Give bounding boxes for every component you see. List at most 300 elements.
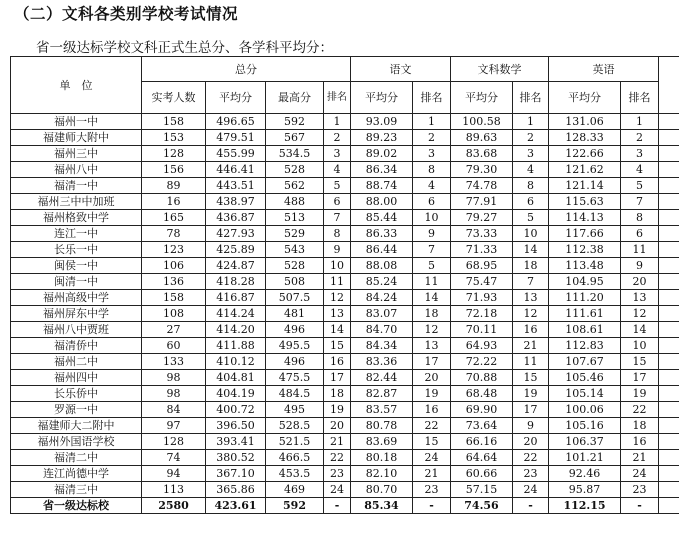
total-avg: 411.88 bbox=[206, 338, 266, 354]
math-avg: 64.93 bbox=[451, 338, 513, 354]
table-body bbox=[11, 114, 681, 514]
math-avg: 68.48 bbox=[451, 386, 513, 402]
students: 16 bbox=[142, 194, 206, 210]
students: 106 bbox=[142, 258, 206, 274]
school-name: 连江尚德中学 bbox=[11, 466, 142, 482]
students: 165 bbox=[142, 210, 206, 226]
total-max: 592 bbox=[266, 498, 324, 514]
english-rank: 1 bbox=[621, 114, 659, 130]
school-name: 福清侨中 bbox=[11, 338, 142, 354]
total-avg: 404.81 bbox=[206, 370, 266, 386]
header-english-rank: 排名 bbox=[621, 82, 659, 114]
total-rank: 5 bbox=[324, 178, 351, 194]
total-max: 469 bbox=[266, 482, 324, 498]
math-rank: 9 bbox=[513, 418, 549, 434]
math-avg: 70.88 bbox=[451, 370, 513, 386]
header-math-rank: 排名 bbox=[513, 82, 549, 114]
school-name: 福州八中贾班 bbox=[11, 322, 142, 338]
extra-cell bbox=[659, 114, 681, 130]
chinese-avg: 82.87 bbox=[351, 386, 413, 402]
english-avg: 122.66 bbox=[549, 146, 621, 162]
total-rank: 3 bbox=[324, 146, 351, 162]
math-rank: 1 bbox=[513, 114, 549, 130]
total-max: 496 bbox=[266, 322, 324, 338]
extra-cell bbox=[659, 418, 681, 434]
students: 89 bbox=[142, 178, 206, 194]
table-row bbox=[11, 210, 681, 226]
school-name: 福州三中中加班 bbox=[11, 194, 142, 210]
chinese-avg: 88.74 bbox=[351, 178, 413, 194]
english-rank: 22 bbox=[621, 402, 659, 418]
school-name: 福清三中 bbox=[11, 482, 142, 498]
english-avg: 105.46 bbox=[549, 370, 621, 386]
english-rank: 7 bbox=[621, 194, 659, 210]
math-rank: 17 bbox=[513, 402, 549, 418]
header-chinese: 语文 bbox=[351, 57, 451, 82]
chinese-avg: 80.18 bbox=[351, 450, 413, 466]
school-name: 福建师大二附中 bbox=[11, 418, 142, 434]
header-students: 实考人数 bbox=[142, 82, 206, 114]
extra-cell bbox=[659, 210, 681, 226]
english-avg: 131.06 bbox=[549, 114, 621, 130]
math-rank: 21 bbox=[513, 338, 549, 354]
table-row bbox=[11, 466, 681, 482]
math-avg: 72.18 bbox=[451, 306, 513, 322]
math-avg: 89.63 bbox=[451, 130, 513, 146]
school-name: 连江一中 bbox=[11, 226, 142, 242]
total-avg: 425.89 bbox=[206, 242, 266, 258]
total-avg: 427.93 bbox=[206, 226, 266, 242]
students: 158 bbox=[142, 114, 206, 130]
table-row bbox=[11, 322, 681, 338]
total-rank: 4 bbox=[324, 162, 351, 178]
chinese-rank: 23 bbox=[413, 482, 451, 498]
students: 2580 bbox=[142, 498, 206, 514]
total-rank: 24 bbox=[324, 482, 351, 498]
math-rank: 14 bbox=[513, 242, 549, 258]
total-rank: 18 bbox=[324, 386, 351, 402]
table-row bbox=[11, 242, 681, 258]
total-rank: - bbox=[324, 498, 351, 514]
math-rank: - bbox=[513, 498, 549, 514]
total-max: 543 bbox=[266, 242, 324, 258]
math-rank: 11 bbox=[513, 354, 549, 370]
total-max: 495.5 bbox=[266, 338, 324, 354]
total-rank: 23 bbox=[324, 466, 351, 482]
chinese-rank: 18 bbox=[413, 306, 451, 322]
english-avg: 101.21 bbox=[549, 450, 621, 466]
english-avg: 121.14 bbox=[549, 178, 621, 194]
chinese-avg: 86.34 bbox=[351, 162, 413, 178]
english-rank: 9 bbox=[621, 258, 659, 274]
school-name: 罗源一中 bbox=[11, 402, 142, 418]
extra-cell bbox=[659, 354, 681, 370]
total-max: 495 bbox=[266, 402, 324, 418]
students: 128 bbox=[142, 434, 206, 450]
extra-cell bbox=[659, 402, 681, 418]
school-name: 闽清一中 bbox=[11, 274, 142, 290]
chinese-avg: 89.02 bbox=[351, 146, 413, 162]
total-max: 567 bbox=[266, 130, 324, 146]
school-name: 福州四中 bbox=[11, 370, 142, 386]
table-row bbox=[11, 402, 681, 418]
math-avg: 70.11 bbox=[451, 322, 513, 338]
students: 156 bbox=[142, 162, 206, 178]
chinese-rank: 21 bbox=[413, 466, 451, 482]
math-avg: 72.22 bbox=[451, 354, 513, 370]
math-avg: 77.91 bbox=[451, 194, 513, 210]
math-rank: 10 bbox=[513, 226, 549, 242]
english-rank: 21 bbox=[621, 450, 659, 466]
english-rank: 24 bbox=[621, 466, 659, 482]
chinese-avg: 88.08 bbox=[351, 258, 413, 274]
total-avg: 367.10 bbox=[206, 466, 266, 482]
english-avg: 112.83 bbox=[549, 338, 621, 354]
math-avg: 73.64 bbox=[451, 418, 513, 434]
chinese-rank: 7 bbox=[413, 242, 451, 258]
students: 108 bbox=[142, 306, 206, 322]
total-rank: 1 bbox=[324, 114, 351, 130]
math-avg: 66.16 bbox=[451, 434, 513, 450]
header-chinese-avg: 平均分 bbox=[351, 82, 413, 114]
extra-cell bbox=[659, 306, 681, 322]
english-rank: 8 bbox=[621, 210, 659, 226]
total-rank: 15 bbox=[324, 338, 351, 354]
english-avg: 106.37 bbox=[549, 434, 621, 450]
english-avg: 105.14 bbox=[549, 386, 621, 402]
math-avg: 79.30 bbox=[451, 162, 513, 178]
header-max: 最高分 bbox=[266, 82, 324, 114]
total-rank: 16 bbox=[324, 354, 351, 370]
total-rank: 7 bbox=[324, 210, 351, 226]
table-row bbox=[11, 194, 681, 210]
chinese-rank: 19 bbox=[413, 386, 451, 402]
chinese-avg: 85.44 bbox=[351, 210, 413, 226]
table-row bbox=[11, 258, 681, 274]
english-rank: 15 bbox=[621, 354, 659, 370]
extra-cell bbox=[659, 434, 681, 450]
total-rank: 13 bbox=[324, 306, 351, 322]
math-rank: 23 bbox=[513, 466, 549, 482]
students: 123 bbox=[142, 242, 206, 258]
table-row bbox=[11, 386, 681, 402]
english-avg: 113.48 bbox=[549, 258, 621, 274]
students: 94 bbox=[142, 466, 206, 482]
english-rank: 14 bbox=[621, 322, 659, 338]
chinese-rank: 3 bbox=[413, 146, 451, 162]
english-rank: 11 bbox=[621, 242, 659, 258]
extra-cell bbox=[659, 194, 681, 210]
table-row bbox=[11, 370, 681, 386]
extra-cell bbox=[659, 498, 681, 514]
math-avg: 74.56 bbox=[451, 498, 513, 514]
math-avg: 83.68 bbox=[451, 146, 513, 162]
math-rank: 4 bbox=[513, 162, 549, 178]
school-name: 福州二中 bbox=[11, 354, 142, 370]
math-rank: 22 bbox=[513, 450, 549, 466]
math-rank: 6 bbox=[513, 194, 549, 210]
students: 97 bbox=[142, 418, 206, 434]
total-max: 484.5 bbox=[266, 386, 324, 402]
english-rank: - bbox=[621, 498, 659, 514]
extra-cell bbox=[659, 242, 681, 258]
extra-cell bbox=[659, 386, 681, 402]
english-rank: 12 bbox=[621, 306, 659, 322]
total-max: 508 bbox=[266, 274, 324, 290]
total-avg: 455.99 bbox=[206, 146, 266, 162]
english-rank: 23 bbox=[621, 482, 659, 498]
english-avg: 111.61 bbox=[549, 306, 621, 322]
math-rank: 2 bbox=[513, 130, 549, 146]
chinese-avg: 89.23 bbox=[351, 130, 413, 146]
total-avg: 436.87 bbox=[206, 210, 266, 226]
total-rank: 8 bbox=[324, 226, 351, 242]
header-english-avg: 平均分 bbox=[549, 82, 621, 114]
school-name: 长乐侨中 bbox=[11, 386, 142, 402]
english-rank: 2 bbox=[621, 130, 659, 146]
scores-table bbox=[10, 56, 681, 514]
school-name: 福清二中 bbox=[11, 450, 142, 466]
total-max: 528 bbox=[266, 258, 324, 274]
chinese-rank: - bbox=[413, 498, 451, 514]
math-rank: 15 bbox=[513, 370, 549, 386]
school-name: 福州三中 bbox=[11, 146, 142, 162]
chinese-avg: 80.70 bbox=[351, 482, 413, 498]
table-row bbox=[11, 354, 681, 370]
total-avg: 438.97 bbox=[206, 194, 266, 210]
students: 136 bbox=[142, 274, 206, 290]
chinese-rank: 20 bbox=[413, 370, 451, 386]
school-name: 福州一中 bbox=[11, 114, 142, 130]
students: 128 bbox=[142, 146, 206, 162]
total-rank: 11 bbox=[324, 274, 351, 290]
chinese-avg: 86.44 bbox=[351, 242, 413, 258]
english-avg: 107.67 bbox=[549, 354, 621, 370]
table-row bbox=[11, 306, 681, 322]
total-rank: 14 bbox=[324, 322, 351, 338]
school-name: 福州格致中学 bbox=[11, 210, 142, 226]
math-rank: 7 bbox=[513, 274, 549, 290]
total-max: 475.5 bbox=[266, 370, 324, 386]
english-rank: 17 bbox=[621, 370, 659, 386]
english-avg: 114.13 bbox=[549, 210, 621, 226]
total-avg: 410.12 bbox=[206, 354, 266, 370]
school-name: 福州高级中学 bbox=[11, 290, 142, 306]
chinese-rank: 2 bbox=[413, 130, 451, 146]
total-avg: 446.41 bbox=[206, 162, 266, 178]
total-max: 507.5 bbox=[266, 290, 324, 306]
header-math: 文科数学 bbox=[451, 57, 549, 82]
header-english: 英语 bbox=[549, 57, 659, 82]
math-rank: 19 bbox=[513, 386, 549, 402]
total-rank: 19 bbox=[324, 402, 351, 418]
math-avg: 73.33 bbox=[451, 226, 513, 242]
total-avg: 443.51 bbox=[206, 178, 266, 194]
chinese-avg: 86.33 bbox=[351, 226, 413, 242]
math-avg: 60.66 bbox=[451, 466, 513, 482]
extra-cell bbox=[659, 258, 681, 274]
math-rank: 3 bbox=[513, 146, 549, 162]
total-avg: 416.87 bbox=[206, 290, 266, 306]
total-avg: 365.86 bbox=[206, 482, 266, 498]
header-math-avg: 平均分 bbox=[451, 82, 513, 114]
table-row bbox=[11, 434, 681, 450]
math-avg: 64.64 bbox=[451, 450, 513, 466]
table-row bbox=[11, 482, 681, 498]
students: 27 bbox=[142, 322, 206, 338]
extra-cell bbox=[659, 162, 681, 178]
english-avg: 128.33 bbox=[549, 130, 621, 146]
total-avg: 414.20 bbox=[206, 322, 266, 338]
chinese-rank: 17 bbox=[413, 354, 451, 370]
header-avg: 平均分 bbox=[206, 82, 266, 114]
table-row bbox=[11, 418, 681, 434]
header-school: 单 位 bbox=[11, 57, 142, 114]
chinese-avg: 80.78 bbox=[351, 418, 413, 434]
extra-cell bbox=[659, 466, 681, 482]
english-rank: 5 bbox=[621, 178, 659, 194]
chinese-avg: 84.34 bbox=[351, 338, 413, 354]
header-total: 总分 bbox=[142, 57, 351, 82]
total-avg: 404.19 bbox=[206, 386, 266, 402]
math-rank: 12 bbox=[513, 306, 549, 322]
section-title: （二）文科各类别学校考试情况 bbox=[14, 5, 239, 23]
math-avg: 79.27 bbox=[451, 210, 513, 226]
math-rank: 8 bbox=[513, 178, 549, 194]
chinese-rank: 8 bbox=[413, 162, 451, 178]
students: 113 bbox=[142, 482, 206, 498]
students: 98 bbox=[142, 386, 206, 402]
chinese-rank: 11 bbox=[413, 274, 451, 290]
school-name: 福清一中 bbox=[11, 178, 142, 194]
total-rank: 21 bbox=[324, 434, 351, 450]
math-avg: 69.90 bbox=[451, 402, 513, 418]
english-avg: 115.63 bbox=[549, 194, 621, 210]
math-rank: 18 bbox=[513, 258, 549, 274]
total-avg: 414.24 bbox=[206, 306, 266, 322]
total-max: 481 bbox=[266, 306, 324, 322]
header-rank-total: 排名 bbox=[324, 82, 351, 114]
math-avg: 57.15 bbox=[451, 482, 513, 498]
total-avg: 496.65 bbox=[206, 114, 266, 130]
math-rank: 24 bbox=[513, 482, 549, 498]
chinese-rank: 14 bbox=[413, 290, 451, 306]
total-max: 521.5 bbox=[266, 434, 324, 450]
extra-cell bbox=[659, 322, 681, 338]
chinese-avg: 85.34 bbox=[351, 498, 413, 514]
math-rank: 20 bbox=[513, 434, 549, 450]
extra-cell bbox=[659, 178, 681, 194]
students: 84 bbox=[142, 402, 206, 418]
extra-cell bbox=[659, 130, 681, 146]
total-avg: 418.28 bbox=[206, 274, 266, 290]
extra-cell bbox=[659, 482, 681, 498]
chinese-avg: 83.57 bbox=[351, 402, 413, 418]
chinese-rank: 13 bbox=[413, 338, 451, 354]
english-avg: 121.62 bbox=[549, 162, 621, 178]
total-rank: 2 bbox=[324, 130, 351, 146]
total-rank: 22 bbox=[324, 450, 351, 466]
table-row bbox=[11, 226, 681, 242]
english-avg: 117.66 bbox=[549, 226, 621, 242]
total-avg: 400.72 bbox=[206, 402, 266, 418]
math-avg: 71.93 bbox=[451, 290, 513, 306]
math-avg: 71.33 bbox=[451, 242, 513, 258]
image-edge bbox=[679, 56, 687, 539]
school-name: 福建师大附中 bbox=[11, 130, 142, 146]
total-rank: 12 bbox=[324, 290, 351, 306]
chinese-rank: 5 bbox=[413, 258, 451, 274]
english-rank: 16 bbox=[621, 434, 659, 450]
school-name: 福州外国语学校 bbox=[11, 434, 142, 450]
total-rank: 10 bbox=[324, 258, 351, 274]
table-row bbox=[11, 130, 681, 146]
english-avg: 100.06 bbox=[549, 402, 621, 418]
total-avg: 393.41 bbox=[206, 434, 266, 450]
extra-cell bbox=[659, 290, 681, 306]
total-avg: 380.52 bbox=[206, 450, 266, 466]
math-rank: 13 bbox=[513, 290, 549, 306]
total-avg: 479.51 bbox=[206, 130, 266, 146]
total-max: 592 bbox=[266, 114, 324, 130]
students: 153 bbox=[142, 130, 206, 146]
english-avg: 105.16 bbox=[549, 418, 621, 434]
total-rank: 20 bbox=[324, 418, 351, 434]
total-rank: 6 bbox=[324, 194, 351, 210]
english-rank: 18 bbox=[621, 418, 659, 434]
table-row bbox=[11, 162, 681, 178]
extra-cell bbox=[659, 226, 681, 242]
table-caption: 省一级达标学校文科正式生总分、各学科平均分： bbox=[36, 40, 333, 56]
english-avg: 92.46 bbox=[549, 466, 621, 482]
students: 158 bbox=[142, 290, 206, 306]
total-avg: 424.87 bbox=[206, 258, 266, 274]
chinese-rank: 1 bbox=[413, 114, 451, 130]
math-rank: 16 bbox=[513, 322, 549, 338]
table-row bbox=[11, 146, 681, 162]
extra-cell bbox=[659, 146, 681, 162]
chinese-rank: 10 bbox=[413, 210, 451, 226]
total-max: 488 bbox=[266, 194, 324, 210]
table-row bbox=[11, 338, 681, 354]
chinese-rank: 4 bbox=[413, 178, 451, 194]
chinese-rank: 22 bbox=[413, 418, 451, 434]
chinese-avg: 82.44 bbox=[351, 370, 413, 386]
chinese-rank: 12 bbox=[413, 322, 451, 338]
table-row bbox=[11, 114, 681, 130]
english-rank: 4 bbox=[621, 162, 659, 178]
total-max: 453.5 bbox=[266, 466, 324, 482]
table-row bbox=[11, 498, 681, 514]
students: 78 bbox=[142, 226, 206, 242]
total-max: 529 bbox=[266, 226, 324, 242]
students: 133 bbox=[142, 354, 206, 370]
chinese-rank: 6 bbox=[413, 194, 451, 210]
school-name: 省一级达标校 bbox=[11, 498, 142, 514]
total-max: 496 bbox=[266, 354, 324, 370]
chinese-avg: 85.24 bbox=[351, 274, 413, 290]
english-rank: 13 bbox=[621, 290, 659, 306]
total-max: 513 bbox=[266, 210, 324, 226]
math-avg: 74.78 bbox=[451, 178, 513, 194]
chinese-rank: 16 bbox=[413, 402, 451, 418]
math-avg: 75.47 bbox=[451, 274, 513, 290]
total-rank: 17 bbox=[324, 370, 351, 386]
math-rank: 5 bbox=[513, 210, 549, 226]
header-chinese-rank: 排名 bbox=[413, 82, 451, 114]
english-avg: 112.38 bbox=[549, 242, 621, 258]
chinese-rank: 9 bbox=[413, 226, 451, 242]
